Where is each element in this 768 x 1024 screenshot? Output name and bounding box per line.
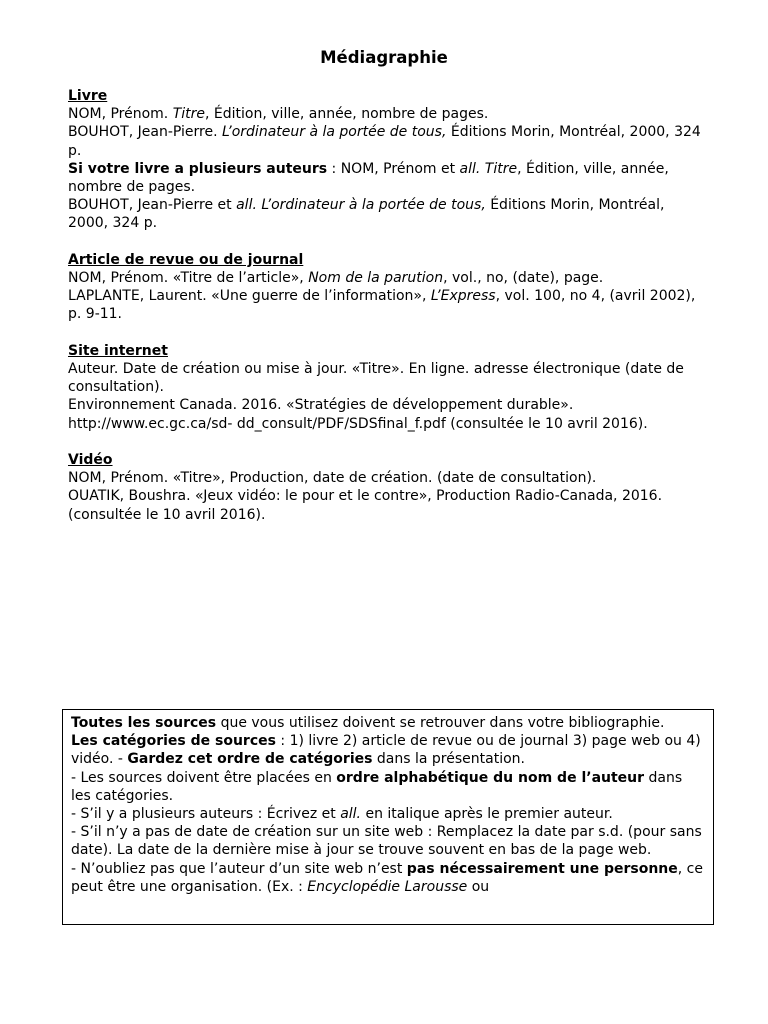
note-all-sources: [71, 714, 705, 732]
video-format-line: NOM, Prénom. «Titre», Production, date de création. (date de consultation).: [68, 470, 597, 487]
text: Éditions Morin, Montréal, 2000, 324 p.: [68, 197, 665, 232]
text-italic: all.: [340, 806, 361, 823]
section-heading-video: Vidéo: [68, 452, 113, 469]
text: BOUHOT, Jean-Pierre et: [68, 197, 237, 214]
livre-format-line: [68, 105, 708, 123]
text: - N’oubliez pas que l’auteur d’un site web n’est: [71, 860, 407, 877]
note-multiple-authors: [71, 805, 705, 823]
section-video: [68, 451, 708, 524]
text-italic: L’Express: [430, 288, 496, 305]
text: : 1) livre 2) article de revue ou de journal 3) page web ou 4) vidéo. -: [71, 733, 701, 768]
notes-box: [62, 709, 714, 925]
page-title: Médiagraphie: [320, 48, 448, 67]
text: que vous utilisez doivent se retrouver dans votre bibliographie.: [216, 715, 665, 731]
text-italic: Titre: [172, 106, 206, 123]
text-bold: Les catégories de sources: [71, 733, 276, 750]
text: Éditions Morin, Montréal, 2000, 324 p.: [68, 124, 701, 159]
text-italic: L’ordinateur à la portée de tous,: [221, 124, 447, 141]
text: dans la présentation.: [372, 751, 525, 768]
livre-example-line: [68, 123, 708, 159]
text: , Édition, ville, année, nombre de pages.: [205, 106, 489, 123]
text-italic: all. L’ordinateur à la portée de tous,: [236, 197, 486, 214]
text-bold: pas nécessairement une personne: [406, 860, 678, 877]
section-article: [68, 251, 708, 324]
site-format-line: Auteur. Date de création ou mise à jour. «Titre». En ligne. adresse électronique (date de consultation).: [68, 361, 684, 396]
section-livre: [68, 87, 708, 233]
note-no-date: - S’il n’y a pas de date de création sur un site web : Remplacez la date par s.d. (pour sans date). La date de la dernière mise à jour se trouve souvent en bas de la page web.: [71, 824, 702, 859]
text-bold: Toutes les sources: [71, 715, 217, 731]
text: , vol., no, (date), page.: [443, 270, 604, 287]
text: NOM, Prénom. «Titre de l’article»,: [68, 270, 309, 287]
livre-multi-author-example: [68, 196, 708, 232]
text-italic: Encyclopédie Larousse: [307, 878, 468, 895]
site-example-line: Environnement Canada. 2016. «Stratégies de développement durable».: [68, 397, 574, 414]
text-italic: all. Titre: [459, 160, 518, 177]
text-bold: Si votre livre a plusieurs auteurs: [68, 160, 328, 177]
text: dans les catégories.: [71, 769, 683, 804]
text: , ce peut être une organisation. (Ex. :: [71, 860, 703, 895]
section-heading-article: Article de revue ou de journal: [68, 251, 304, 268]
text-italic: Nom de la parution: [308, 270, 444, 287]
section-site: [68, 342, 708, 433]
article-example-line: [68, 287, 708, 323]
text: ou: [467, 878, 490, 895]
text: en italique après le premier auteur.: [361, 806, 613, 823]
section-heading-site: Site internet: [68, 342, 168, 359]
note-alphabetical: [71, 769, 705, 805]
text: - S’il y a plusieurs auteurs : Écrivez et: [71, 806, 341, 823]
site-example-url: http://www.ec.gc.ca/sd- dd_consult/PDF/SDSfinal_f.pdf (consultée le 10 avril 2016).: [68, 415, 648, 432]
text: LAPLANTE, Laurent. «Une guerre de l’information»,: [68, 288, 431, 305]
video-example-line: OUATIK, Boushra. «Jeux vidéo: le pour et le contre», Production Radio-Canada, 2016. (consultée le 10 avril 2016).: [68, 488, 663, 523]
article-format-line: [68, 269, 708, 287]
text-bold: Gardez cet ordre de catégories: [127, 751, 373, 768]
text: , vol. 100, no 4, (avril 2002), p. 9-11.: [68, 288, 696, 323]
livre-multi-author-format: [68, 160, 708, 196]
text-bold: ordre alphabétique du nom de l’auteur: [336, 769, 645, 786]
note-author-organization: [71, 860, 705, 896]
document-body: [68, 87, 708, 542]
note-categories: [71, 732, 705, 768]
section-heading-livre: Livre: [68, 88, 108, 104]
text: : NOM, Prénom et: [327, 160, 460, 177]
text: BOUHOT, Jean-Pierre.: [68, 124, 222, 141]
text: NOM, Prénom.: [68, 106, 173, 123]
text: - Les sources doivent être placées en: [71, 769, 337, 786]
text: , Édition, ville, année, nombre de pages.: [68, 160, 669, 196]
